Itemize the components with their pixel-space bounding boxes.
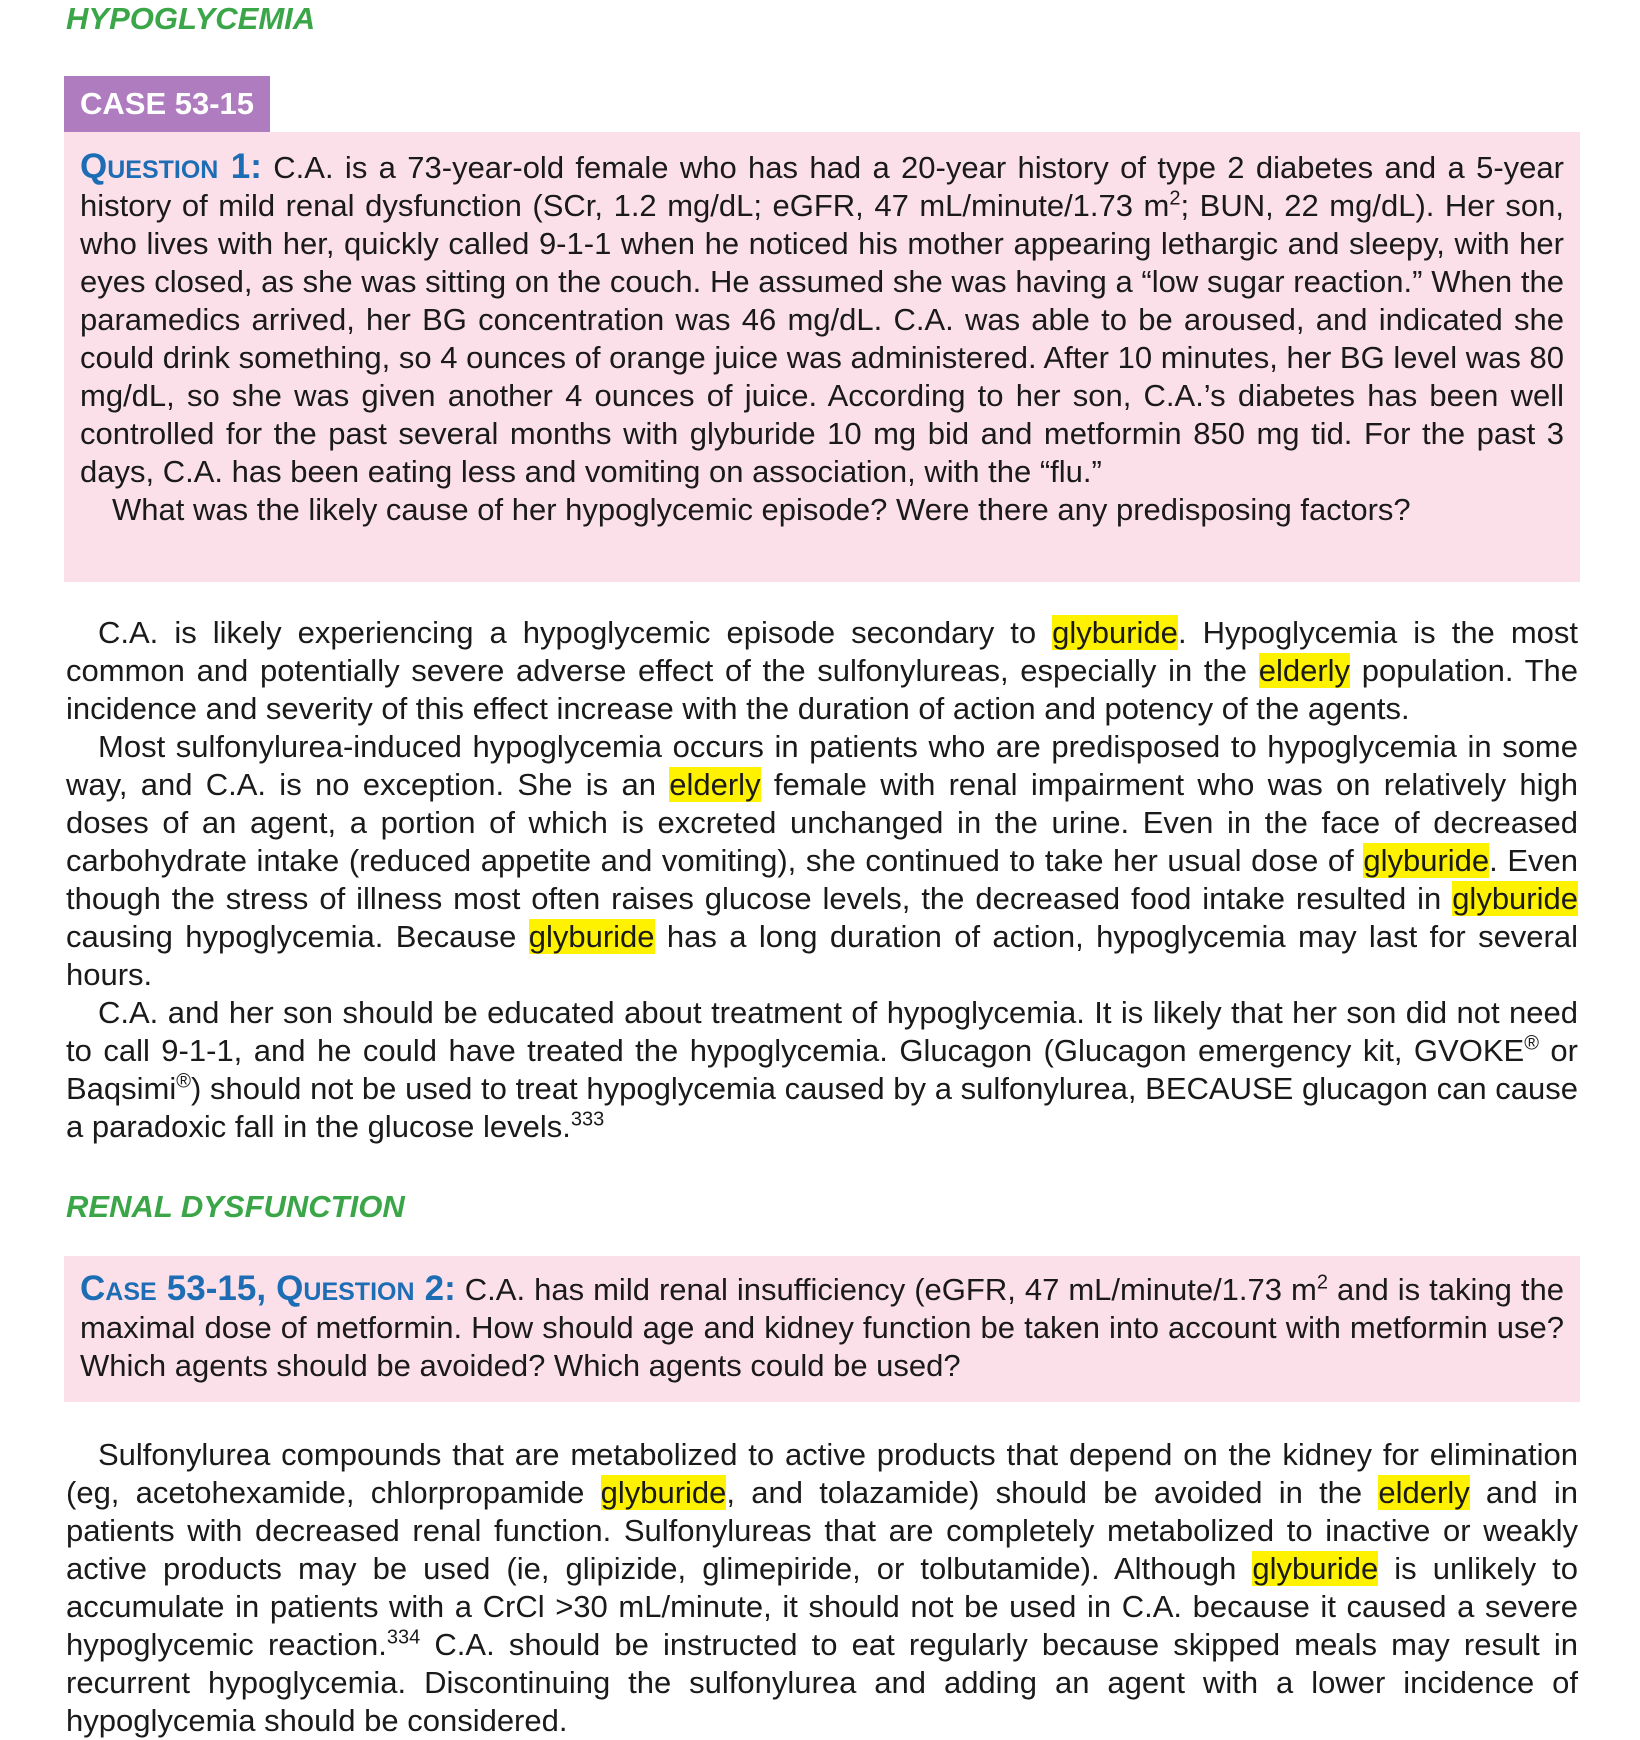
highlight: glyburide [1452, 881, 1578, 916]
answer-1-paragraph-2: Most sulfonylurea-induced hypoglycemia occurs in patients who are predisposed to hypoglycemia in some way, and C.A. is no exception. She is an elderly female with renal impairment who was on relatively high doses of an agent, a portion of which is excreted unchanged in the urine. Even in the face of decreased carbohydrate intake (reduced appetite and vomiting), she continued to take her usual dose of glyburide. Even though the stress of illness most often raises glucose levels, the decreased food intake resulted in glyburide causing hypoglycemia. Because glyburide has a long duration of action, hypoglycemia may last for several hours. [66, 729, 1579, 992]
highlight: glyburide [528, 919, 655, 954]
question-1-text: Question 1: C.A. is a 73-year-old female who has had a 20-year history of type 2 diabetes and a 5-year history of mild renal dysfunction (SCr, 1.2 mg/dL; eGFR, 47 mL/minute/1.73 $m^2$; BUN, 22 mg/dL). Her son, who lives with her, quickly called 9-1-1 when he noticed his mother appearing lethargic and sleepy, with her eyes closed, as she was sitting on the couch. He assumed she was having a “low sugar reaction.” When the paramedics arrived, her BG concentration was 46 mg/dL. C.A. was able to be aroused, and indicated she could drink something, so 4 ounces of orange juice was administered. After 10 minutes, her BG level was 80 mg/dL, so she was given another 4 ounces of juice. According to her son, C.A.’s diabetes has been well controlled for the past several months with glyburide 10 mg bid and metformin 850 mg tid. For the past 3 days, C.A. has been eating less and vomiting on association, with the “flu.” [80, 147, 1564, 489]
reference-number: 333 [570, 1108, 605, 1131]
highlight: glyburide [600, 1475, 727, 1510]
highlight: glyburide [1363, 843, 1490, 878]
question-2-box [64, 1256, 1580, 1402]
highlight: glyburide [1252, 1551, 1379, 1586]
case-number-tab: CASE 53-15 [64, 76, 270, 132]
question-2-text: Case 53-15, Question 2: C.A. has mild renal insufficiency (eGFR, 47 mL/minute/1.73 $m^2$ and is taking the maximal dose of metformin. How should age and kidney function be taken into account with metformin use? Which agents should be avoided? Which agents could be used? [80, 1269, 1564, 1383]
superscript: 2 [1169, 187, 1181, 210]
highlight: elderly [1378, 1475, 1470, 1510]
highlight: elderly [1258, 653, 1351, 688]
answer-1 [66, 614, 1578, 1146]
answer-2-paragraph-1: Sulfonylurea compounds that are metabolized to active products that depend on the kidney for elimination (eg, acetohexamide, chlorpropamide glyburide, and tolazamide) should be avoided in the elderly and in patients with decreased renal function. Sulfonylureas that are completely metabolized to inactive or weakly active products may be used (ie, glipizide, glimepiride, or tolbutamide). Although glyburide is unlikely to accumulate in patients with a CrCl >30 mL/minute, it should not be used in C.A. because it caused a severe hypoglycemic reaction.$^{334}$ C.A. should be instructed to eat regularly because skipped meals may result in recurrent hypoglycemia. Discontinuing the sulfonylurea and adding an agent with a lower incidence of hypoglycemia should be considered. [66, 1437, 1579, 1738]
registered-mark: ® [176, 1070, 192, 1093]
answer-1-paragraph-1: C.A. is likely experiencing a hypoglycemic episode secondary to glyburide. Hypoglycemia is the most common and potentially severe adverse effect of the sulfonylureas, especially in the elderly population. The incidence and severity of this effect increase with the duration of action and potency of the agents. [66, 615, 1579, 726]
superscript: 2 [1316, 1271, 1328, 1294]
answer-2 [66, 1436, 1578, 1740]
answer-1-paragraph-3: C.A. and her son should be educated about treatment of hypoglycemia. It is likely that her son did not need to call 9-1-1, and he could have treated the hypoglycemia. Glucagon (Glucagon emergency kit, GVOKE® or Baqsimi®) should not be used to treat hypoglycemia caused by a sulfonylurea, BECAUSE glucagon can cause a paradoxic fall in the glucose levels.$^{333}$ [66, 995, 1578, 1144]
registered-mark: ® [1524, 1032, 1539, 1055]
section-heading-hypoglycemia: HYPOGLYCEMIA [66, 1, 316, 36]
section-heading-renal-dysfunction: RENAL DYSFUNCTION [66, 1189, 405, 1224]
highlight: elderly [669, 767, 761, 802]
question-2-label: Case 53-15, Question 2: [80, 1269, 456, 1308]
question-1-label: Question 1: [80, 147, 262, 186]
question-1-prompt: What was the likely cause of her hypoglycemic episode? Were there any predisposing factors? [112, 492, 1411, 527]
highlight: glyburide [1052, 615, 1178, 650]
reference-number: 334 [386, 1626, 421, 1649]
question-1-box [64, 132, 1580, 582]
